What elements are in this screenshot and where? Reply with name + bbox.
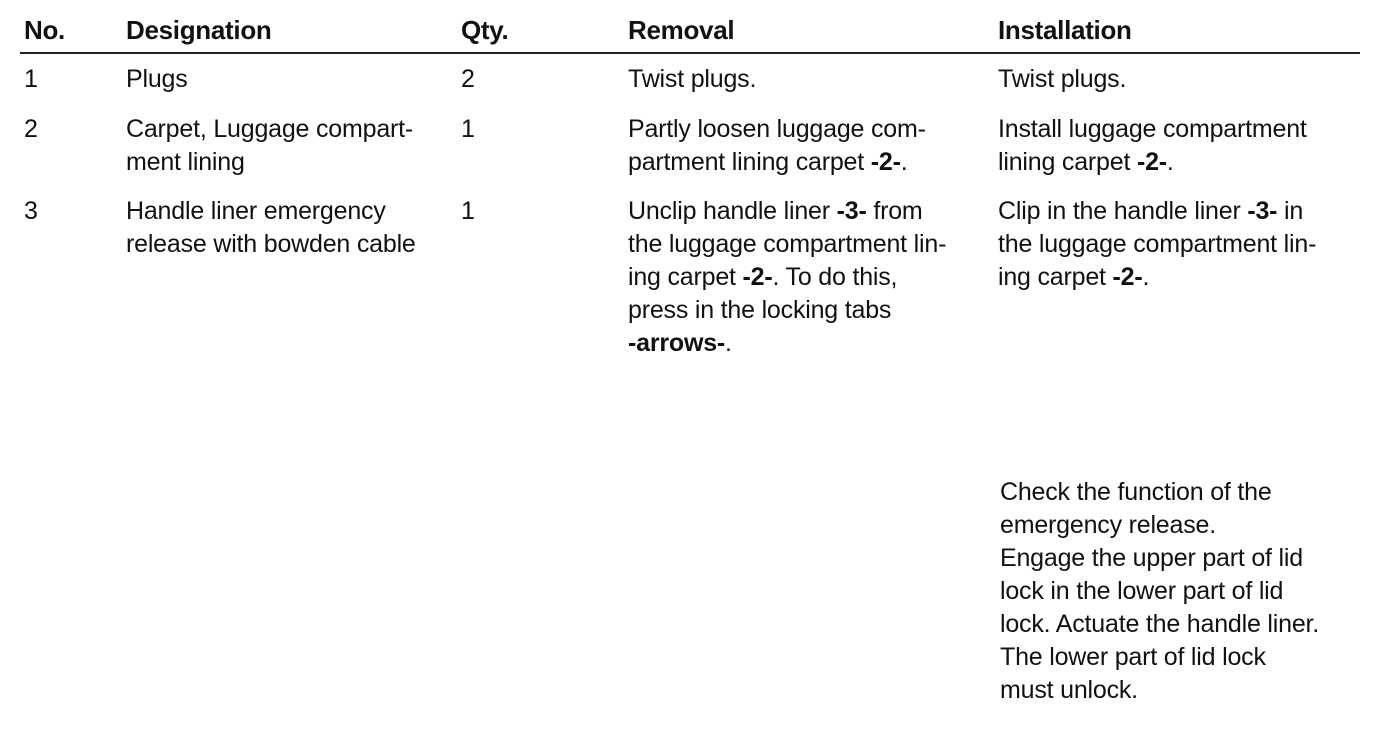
- row-1-qty: 2: [461, 65, 475, 93]
- installation-note-line: emergency release.: [1000, 511, 1216, 539]
- header-installation: Installation: [998, 15, 1132, 45]
- row-3-removal-line: -arrows-.: [628, 329, 732, 357]
- row-2-removal-line: partment lining carpet -2-.: [628, 148, 908, 176]
- row-3-installation-note: [1000, 476, 1319, 707]
- table-header: [20, 12, 1360, 54]
- row-3-no: 3: [24, 197, 38, 225]
- row-3-removal: [628, 195, 946, 360]
- row-3-designation: [126, 195, 416, 261]
- header-qty: Qty.: [461, 15, 509, 45]
- row-3-designation-line: release with bowden cable: [126, 230, 416, 258]
- row-1-installation: [998, 63, 1126, 96]
- row-3-removal-line: Unclip handle liner -3- from: [628, 197, 923, 225]
- row-1-installation-line: Twist plugs.: [998, 65, 1127, 93]
- row-2-removal-line: Partly loosen luggage com-: [628, 115, 926, 143]
- row-2-no: 2: [24, 115, 38, 143]
- row-2-designation-line: ment lining: [126, 148, 245, 176]
- row-2-removal: [628, 113, 926, 179]
- row-3-installation-line: ing carpet -2-.: [998, 263, 1150, 291]
- header-designation: Designation: [126, 15, 272, 45]
- row-2-installation-line: Install luggage compartment: [998, 115, 1307, 143]
- row-2-installation-line: lining carpet -2-.: [998, 148, 1174, 176]
- row-3-removal-line: press in the locking tabs: [628, 296, 892, 324]
- row-2-designation: [126, 113, 413, 179]
- row-1-designation-line: Plugs: [126, 65, 188, 93]
- installation-note-line: The lower part of lid lock: [1000, 643, 1266, 671]
- row-2-qty: 1: [461, 115, 475, 143]
- row-3-removal-line: ing carpet -2-. To do this,: [628, 263, 898, 291]
- row-1-designation: [126, 63, 188, 96]
- row-1-removal-line: Twist plugs.: [628, 65, 757, 93]
- row-2-installation: [998, 113, 1307, 179]
- installation-note-line: must unlock.: [1000, 676, 1138, 704]
- row-3-installation: [998, 195, 1316, 294]
- header-no: No.: [24, 15, 65, 45]
- installation-note-line: Check the function of the: [1000, 478, 1272, 506]
- row-3-removal-line: the luggage compartment lin-: [628, 230, 947, 258]
- row-1-removal: [628, 63, 756, 96]
- installation-note-line: Engage the upper part of lid: [1000, 544, 1303, 572]
- row-1-no: 1: [24, 65, 38, 93]
- row-3-installation-line: Clip in the handle liner -3- in: [998, 197, 1304, 225]
- installation-note-line: lock in the lower part of lid: [1000, 577, 1284, 605]
- row-3-qty: 1: [461, 197, 475, 225]
- row-3-designation-line: Handle liner emergency: [126, 197, 386, 225]
- header-removal: Removal: [628, 15, 735, 45]
- installation-note-line: lock. Actuate the handle liner.: [1000, 610, 1320, 638]
- row-2-designation-line: Carpet, Luggage compart-: [126, 115, 414, 143]
- row-3-installation-line: the luggage compartment lin-: [998, 230, 1317, 258]
